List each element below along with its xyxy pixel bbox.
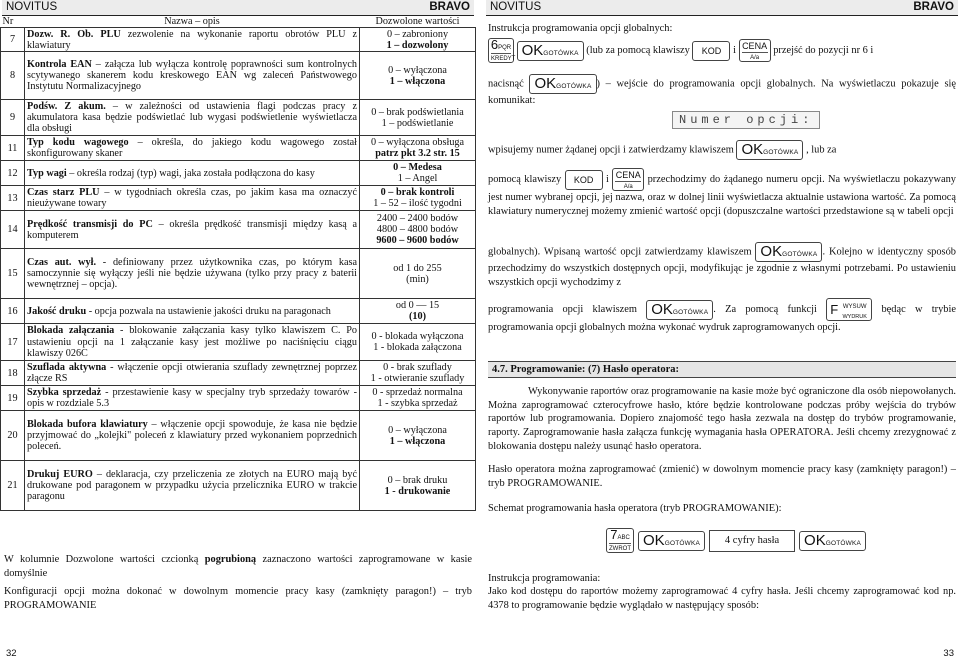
option-number: 19: [1, 386, 25, 411]
option-text: – określa rodzaj (typ) wagi, jaka została podłączona do kasy: [66, 167, 315, 179]
option-description: [25, 324, 360, 361]
option-title: Drukuj EURO: [27, 468, 93, 480]
option-title: Prędkość transmisji do PC: [27, 218, 153, 230]
option-value: od 0 — 15: [395, 300, 440, 311]
instruction-heading: Instrukcja programowania:: [488, 573, 601, 584]
option-values: [360, 28, 476, 52]
table-row: [1, 249, 476, 299]
note-text-bold: pogrubioną: [204, 554, 257, 565]
key-ok-gotowka-icon: [755, 242, 822, 262]
key-cena-sub: A/a: [615, 181, 641, 192]
table-row: [1, 386, 476, 411]
option-title: Kontrola EAN: [27, 58, 92, 70]
password-digits-box: 4 cyfry hasła: [709, 530, 795, 552]
key-cena-icon: [612, 168, 644, 191]
option-value: 0 – brak druku: [387, 474, 448, 486]
key-6-letters: PQR: [498, 45, 512, 51]
key-f-top: WYSUW: [842, 304, 867, 310]
option-text: – w tygodniach określa czas, po jakim kasa ma oznaczyć nieużywane towary: [27, 187, 357, 210]
option-description: [25, 211, 360, 249]
option-value: 0 – brak kontroli: [380, 187, 455, 198]
note-text-a: W kolumnie Dozwolone wartości czcionką: [4, 554, 205, 565]
table-row: [1, 136, 476, 161]
option-values: [360, 52, 476, 100]
table-row: [1, 324, 476, 361]
option-value: 1 – włączona: [389, 435, 446, 447]
options-table: [0, 16, 476, 511]
option-value: 0 – brak podświetlania: [371, 106, 464, 118]
option-values: [360, 136, 476, 161]
option-value: 1 – Angel: [397, 173, 438, 185]
header-brand: NOVITUS: [490, 1, 542, 13]
option-value: 0 – Medesa: [393, 162, 442, 173]
key-ok-sub: GOTÓWKA: [556, 83, 592, 90]
line6-text-c: będąc w trybie programowania opcji globalnych można wykonać wydruk zaprogramowanych opcji.: [488, 303, 956, 333]
option-value: 1 - otwieranie szuflady: [370, 373, 465, 385]
section-heading-operator-password: 4.7. Programowanie: (7) Hasło operatora:: [488, 361, 956, 378]
option-value: 0 – wyłączona obsługa: [370, 137, 465, 148]
option-text: - włączenie opcji otwierania szuflady zewnętrznej poprzez złącze RS: [27, 362, 357, 385]
options-table-header: [1, 16, 476, 28]
key-ok-gotowka-icon: [799, 531, 866, 551]
option-number: 14: [1, 211, 25, 249]
note-text-c: zaznaczono wartości zaprogramowane w kasie domyślnie: [4, 554, 472, 579]
options-table-body: [1, 28, 476, 511]
programming-schema: [606, 528, 866, 553]
right-page-header: [486, 0, 958, 16]
option-text: - opcja pozwala na ustawienie jakości druku na paragonach: [86, 305, 331, 317]
option-description: [25, 28, 360, 52]
key-f-label: F: [830, 302, 839, 317]
page-number-right: 33: [943, 648, 954, 659]
line4-text-b: i: [605, 173, 609, 185]
table-row: [1, 28, 476, 52]
option-value: 2400 – 2400 bodów: [376, 212, 459, 224]
option-values: [360, 324, 476, 361]
option-description: [25, 161, 360, 186]
option-description: [25, 136, 360, 161]
option-number: 20: [1, 411, 25, 461]
option-title: Dozw. R. Ob. PLU: [27, 28, 121, 40]
option-value: od 1 do 255: [393, 262, 442, 274]
key-cena-label: CENA: [742, 41, 768, 51]
line1-text-c: przejść do pozycji nr 6 i: [773, 44, 874, 56]
paragraph-operator-password: Wykonywanie raportów oraz programowanie na kasie może być ograniczone dla osób niepowołanych. Można zaprogramować czterocyfrowe hasło, które będzie kontrolowane podczas próby wejścia do trybów raportów lub programowania. Dopiero znajomość tego hasła zezwala na dostęp do trybów programowanie, raporty. Zaprogramowanie hasła załącza funkcję wymagania hasła OPERATORA. Jeśli chcemy zrezygnować z blokowania dostępu należy usunąć hasło operatora.: [488, 386, 956, 452]
option-value: patrz pkt 3.2 str. 15: [375, 148, 460, 160]
right-page: [484, 0, 960, 660]
option-value: 0 – wyłączona: [388, 424, 447, 436]
option-text: - blokowanie załączania kasy tylko klawiszem C. Po ustawieniu opcji na 1 załączanie kasy jest możliwe po naciśnięciu ciągu klawiszy 026C: [27, 325, 357, 359]
option-value: 1 – dozwolony: [386, 39, 449, 51]
option-title: Czas starz PLU: [27, 187, 100, 198]
option-value: 0 – zabroniony: [386, 28, 449, 40]
option-values: [360, 411, 476, 461]
option-number: 21: [1, 461, 25, 511]
option-value: 1 - blokada załączona: [373, 342, 462, 354]
key-ok-sub: GOTÓWKA: [763, 149, 799, 156]
key-ok-sub: GOTÓWKA: [825, 539, 862, 547]
option-title: Blokada bufora klawiatury: [27, 418, 148, 430]
lcd-message: Numer opcji:: [672, 111, 820, 129]
key-6-sub: KREDYT: [491, 53, 511, 64]
option-description: [25, 361, 360, 386]
option-value: 0 - sprzedaż normalna: [372, 387, 463, 398]
paragraph-change-password: Hasło operatora można zaprogramować (zmienić) w dowolnym momencie pracy kasy (zamknięty paragon!) – tryb PROGRAMOWANIE.: [488, 464, 956, 489]
option-description: [25, 52, 360, 100]
option-description: [25, 299, 360, 324]
key-cena-label: CENA: [615, 170, 641, 180]
option-value: 0 - blokada wyłączona: [371, 331, 464, 342]
col-values-header: Dozwolone wartości: [360, 16, 476, 28]
option-text: - przestawienie kasy w specjalny tryb sprzedaży towarów - opis w rozdziale 5.3: [27, 387, 358, 410]
header-brand: NOVITUS: [6, 1, 58, 13]
option-value: 4800 – 4800 bodów: [376, 224, 459, 236]
col-nr-header: Nr: [1, 16, 25, 28]
line6-text-a: programowania opcji klawiszem: [488, 303, 637, 315]
option-values: [360, 299, 476, 324]
line6-text-b: . Za pomocą funkcji: [713, 303, 817, 315]
lcd-display: [672, 110, 820, 129]
option-text: zezwolenie na wykonanie raportu obrotów PLU z klawiatury: [27, 28, 357, 51]
table-row: [1, 211, 476, 249]
paragraph-schema-title: Schemat programowania hasła operatora (tryb PROGRAMOWANIE):: [488, 503, 782, 514]
option-description: [25, 411, 360, 461]
page-number-left: 32: [6, 648, 17, 659]
key-7-sub: ZWROT: [609, 543, 631, 554]
option-title: Blokada załączania: [27, 325, 115, 337]
line4-text-a: pomocą klawiszy: [488, 173, 562, 185]
line4-text-c: przechodzimy do żądanego numeru opcji. Na wyświetlaczu pokazywany jest numer wybranej opcji, jej nazwa, oraz w dolnej linii wyświetlacza aktualnie ustawiona wartość. Za pomocą klawiatury numerycznej możemy zmienić wartość opcji (dopuszczalne wartości przedstawione są w tabeli opcji: [488, 173, 956, 217]
option-number: 16: [1, 299, 25, 324]
line3-text-b: , lub za: [806, 144, 837, 156]
option-number: 9: [1, 100, 25, 136]
option-value: 1 – 52 – ilość tygodni: [373, 198, 462, 210]
line5-text-a: globalnych). Wpisaną wartość opcji zatwierdzamy klawiszem: [488, 246, 752, 258]
option-value: 0 – wyłączona: [388, 64, 447, 76]
table-row: [1, 100, 476, 136]
key-f-sub: WYDRUK: [842, 314, 867, 320]
option-values: [360, 211, 476, 249]
key-ok-label: OK: [534, 75, 557, 92]
note-default-values: [4, 553, 472, 580]
option-value: 1 - drukowanie: [384, 485, 451, 497]
line2-text-a: nacisnąć: [488, 78, 524, 90]
instruction-line-6: [488, 298, 956, 335]
option-title: Jakość druku: [27, 305, 87, 317]
option-values: [360, 161, 476, 186]
option-value: 1 – włączona: [389, 75, 446, 87]
option-number: 12: [1, 161, 25, 186]
key-ok-gotowka-icon: [646, 300, 713, 320]
key-kod-icon: KOD: [565, 170, 603, 190]
option-value: 9600 – 9600 bodów: [376, 235, 459, 247]
option-text: – określa, do jakiego kodu wagowego został skonfigurowany skaner: [27, 137, 357, 160]
instruction-line-1: [488, 38, 958, 63]
key-ok-label: OK: [804, 531, 826, 549]
table-row: [1, 361, 476, 386]
key-ok-sub: GOTÓWKA: [672, 308, 709, 316]
key-ok-sub: GOTÓWKA: [782, 251, 818, 258]
option-value: 0 - brak szuflady: [383, 362, 452, 373]
option-title: Podśw. Z akum.: [27, 100, 106, 112]
left-page-header: [2, 0, 474, 16]
key-ok-label: OK: [521, 41, 544, 59]
option-description: [25, 186, 360, 211]
key-6-label: 6: [490, 37, 499, 52]
option-text: – włączenie opcji spowoduje, że kasa nie będzie przyjmować do „kolejki" poleceń z klawiatury przed wykonaniem poprzednich poleceń.: [27, 418, 357, 453]
left-page: [0, 0, 476, 660]
option-values: [360, 186, 476, 211]
table-row: [1, 52, 476, 100]
key-kod-icon: KOD: [692, 41, 730, 61]
option-text: – określa prędkość transmisji między kasą a komputerem: [27, 218, 357, 241]
instruction-line-4: [488, 168, 956, 218]
option-number: 15: [1, 249, 25, 299]
option-number: 17: [1, 324, 25, 361]
option-values: [360, 100, 476, 136]
instruction-line-5: [488, 242, 956, 289]
key-ok-sub: GOTÓWKA: [664, 539, 701, 547]
option-description: [25, 100, 360, 136]
line1-text-b: i: [733, 44, 736, 56]
option-values: [360, 249, 476, 299]
key-ok-gotowka-icon: [529, 74, 596, 94]
instruction-line-3: [488, 140, 956, 160]
key-ok-sub: GOTÓWKA: [543, 49, 579, 57]
option-title: Szybka sprzedaż: [27, 387, 102, 398]
global-options-intro: Instrukcja programowania opcji globalnych:: [488, 23, 673, 34]
option-text: – w zależności od ustawienia flagi podczas pracy z akumulatora kasa będzie podświetlać lub wygasi podświetlenie wyświetlacza dla obsługi: [27, 100, 357, 135]
key-6-kredyt-icon: [488, 38, 514, 63]
table-row: [1, 299, 476, 324]
option-text: – deklaracja, czy przeliczenia ze złotych na EURO mają być drukowane pod paragonem w przypadku użycia przelicznika EURO w trakcie paragonu: [27, 468, 358, 503]
key-ok-label: OK: [741, 141, 764, 158]
option-value: (10): [409, 311, 426, 323]
key-7-letters: ABC: [617, 535, 630, 541]
key-7-label: 7: [610, 527, 618, 542]
option-description: [25, 386, 360, 411]
line2-text-b: ) – wejście do programowania opcji globalnych. Na wyświetlaczu pokazuje się komunikat:: [488, 78, 956, 106]
key-cena-icon: [739, 39, 771, 62]
option-description: [25, 461, 360, 511]
col-desc-header: Nazwa – opis: [25, 16, 360, 28]
line3-text-a: wpisujemy numer żądanej opcji i zatwierdzamy klawiszem: [488, 144, 734, 156]
note-config: Konfiguracji opcji można dokonać w dowolnym momencie pracy kasy (zamknięty paragon!) – tryb PROGRAMOWANIE: [4, 586, 472, 611]
option-title: Szuflada aktywna: [27, 362, 107, 373]
instruction-example: Jako kod dostępu do raportów możemy zaprogramować 4 cyfry hasła. Jeśli chcemy zaprogramować kod np. 4378 to programowanie będzie wyglądało w następujący sposób:: [488, 586, 956, 611]
option-description: [25, 249, 360, 299]
key-ok-gotowka-icon: [517, 41, 584, 61]
key-cena-sub: A/a: [742, 52, 768, 63]
key-ok-label: OK: [760, 243, 783, 260]
option-value: 1 – podświetlanie: [381, 117, 454, 129]
key-ok-gotowka-icon: [736, 140, 803, 160]
option-number: 8: [1, 52, 25, 100]
table-row: [1, 411, 476, 461]
instruction-line-2: [488, 74, 956, 108]
option-number: 11: [1, 136, 25, 161]
table-row: [1, 161, 476, 186]
option-text: - definiowany przez użytkownika czas, po którym kasa samoczynnie się wyłączy jeśli nie będzie używana (tylko przy pracy z baterii wewnętrznej – opcja).: [27, 256, 357, 291]
header-model: BRAVO: [429, 1, 470, 13]
key-ok-label: OK: [643, 531, 665, 549]
option-value: (min): [406, 273, 429, 285]
option-values: [360, 386, 476, 411]
option-title: Typ wagi: [27, 167, 67, 179]
key-7-zwrot-icon: [606, 528, 634, 553]
option-text: – załącza lub wyłącza kontrolę poprawności sum kontrolnych scytywanego skanerem kodu kreskowego EAN wg zaleceń Państwowego Instytutu Normalizacyjnego: [27, 58, 357, 93]
option-title: Czas aut. wył.: [27, 256, 97, 268]
key-ok-gotowka-icon: [638, 531, 705, 551]
option-number: 18: [1, 361, 25, 386]
option-number: 7: [1, 28, 25, 52]
line5-text-b: . Kolejno w identyczny sposób przechodzimy do wszystkich dostępnych opcji, modyfikując je zgodnie z własnymi potrzebami. Po ustawieniu wszystkich opcji wychodzimy z: [488, 246, 956, 288]
option-number: 13: [1, 186, 25, 211]
table-row: [1, 186, 476, 211]
option-value: 1 - szybka sprzedaż: [377, 398, 458, 410]
header-model: BRAVO: [913, 1, 954, 13]
option-title: Typ kodu wagowego: [27, 137, 129, 148]
key-ok-label: OK: [651, 300, 673, 318]
key-f-wysuw-icon: [826, 298, 872, 321]
option-values: [360, 461, 476, 511]
option-values: [360, 361, 476, 386]
line1-text-a: (lub za pomocą klawiszy: [586, 44, 690, 56]
table-row: [1, 461, 476, 511]
